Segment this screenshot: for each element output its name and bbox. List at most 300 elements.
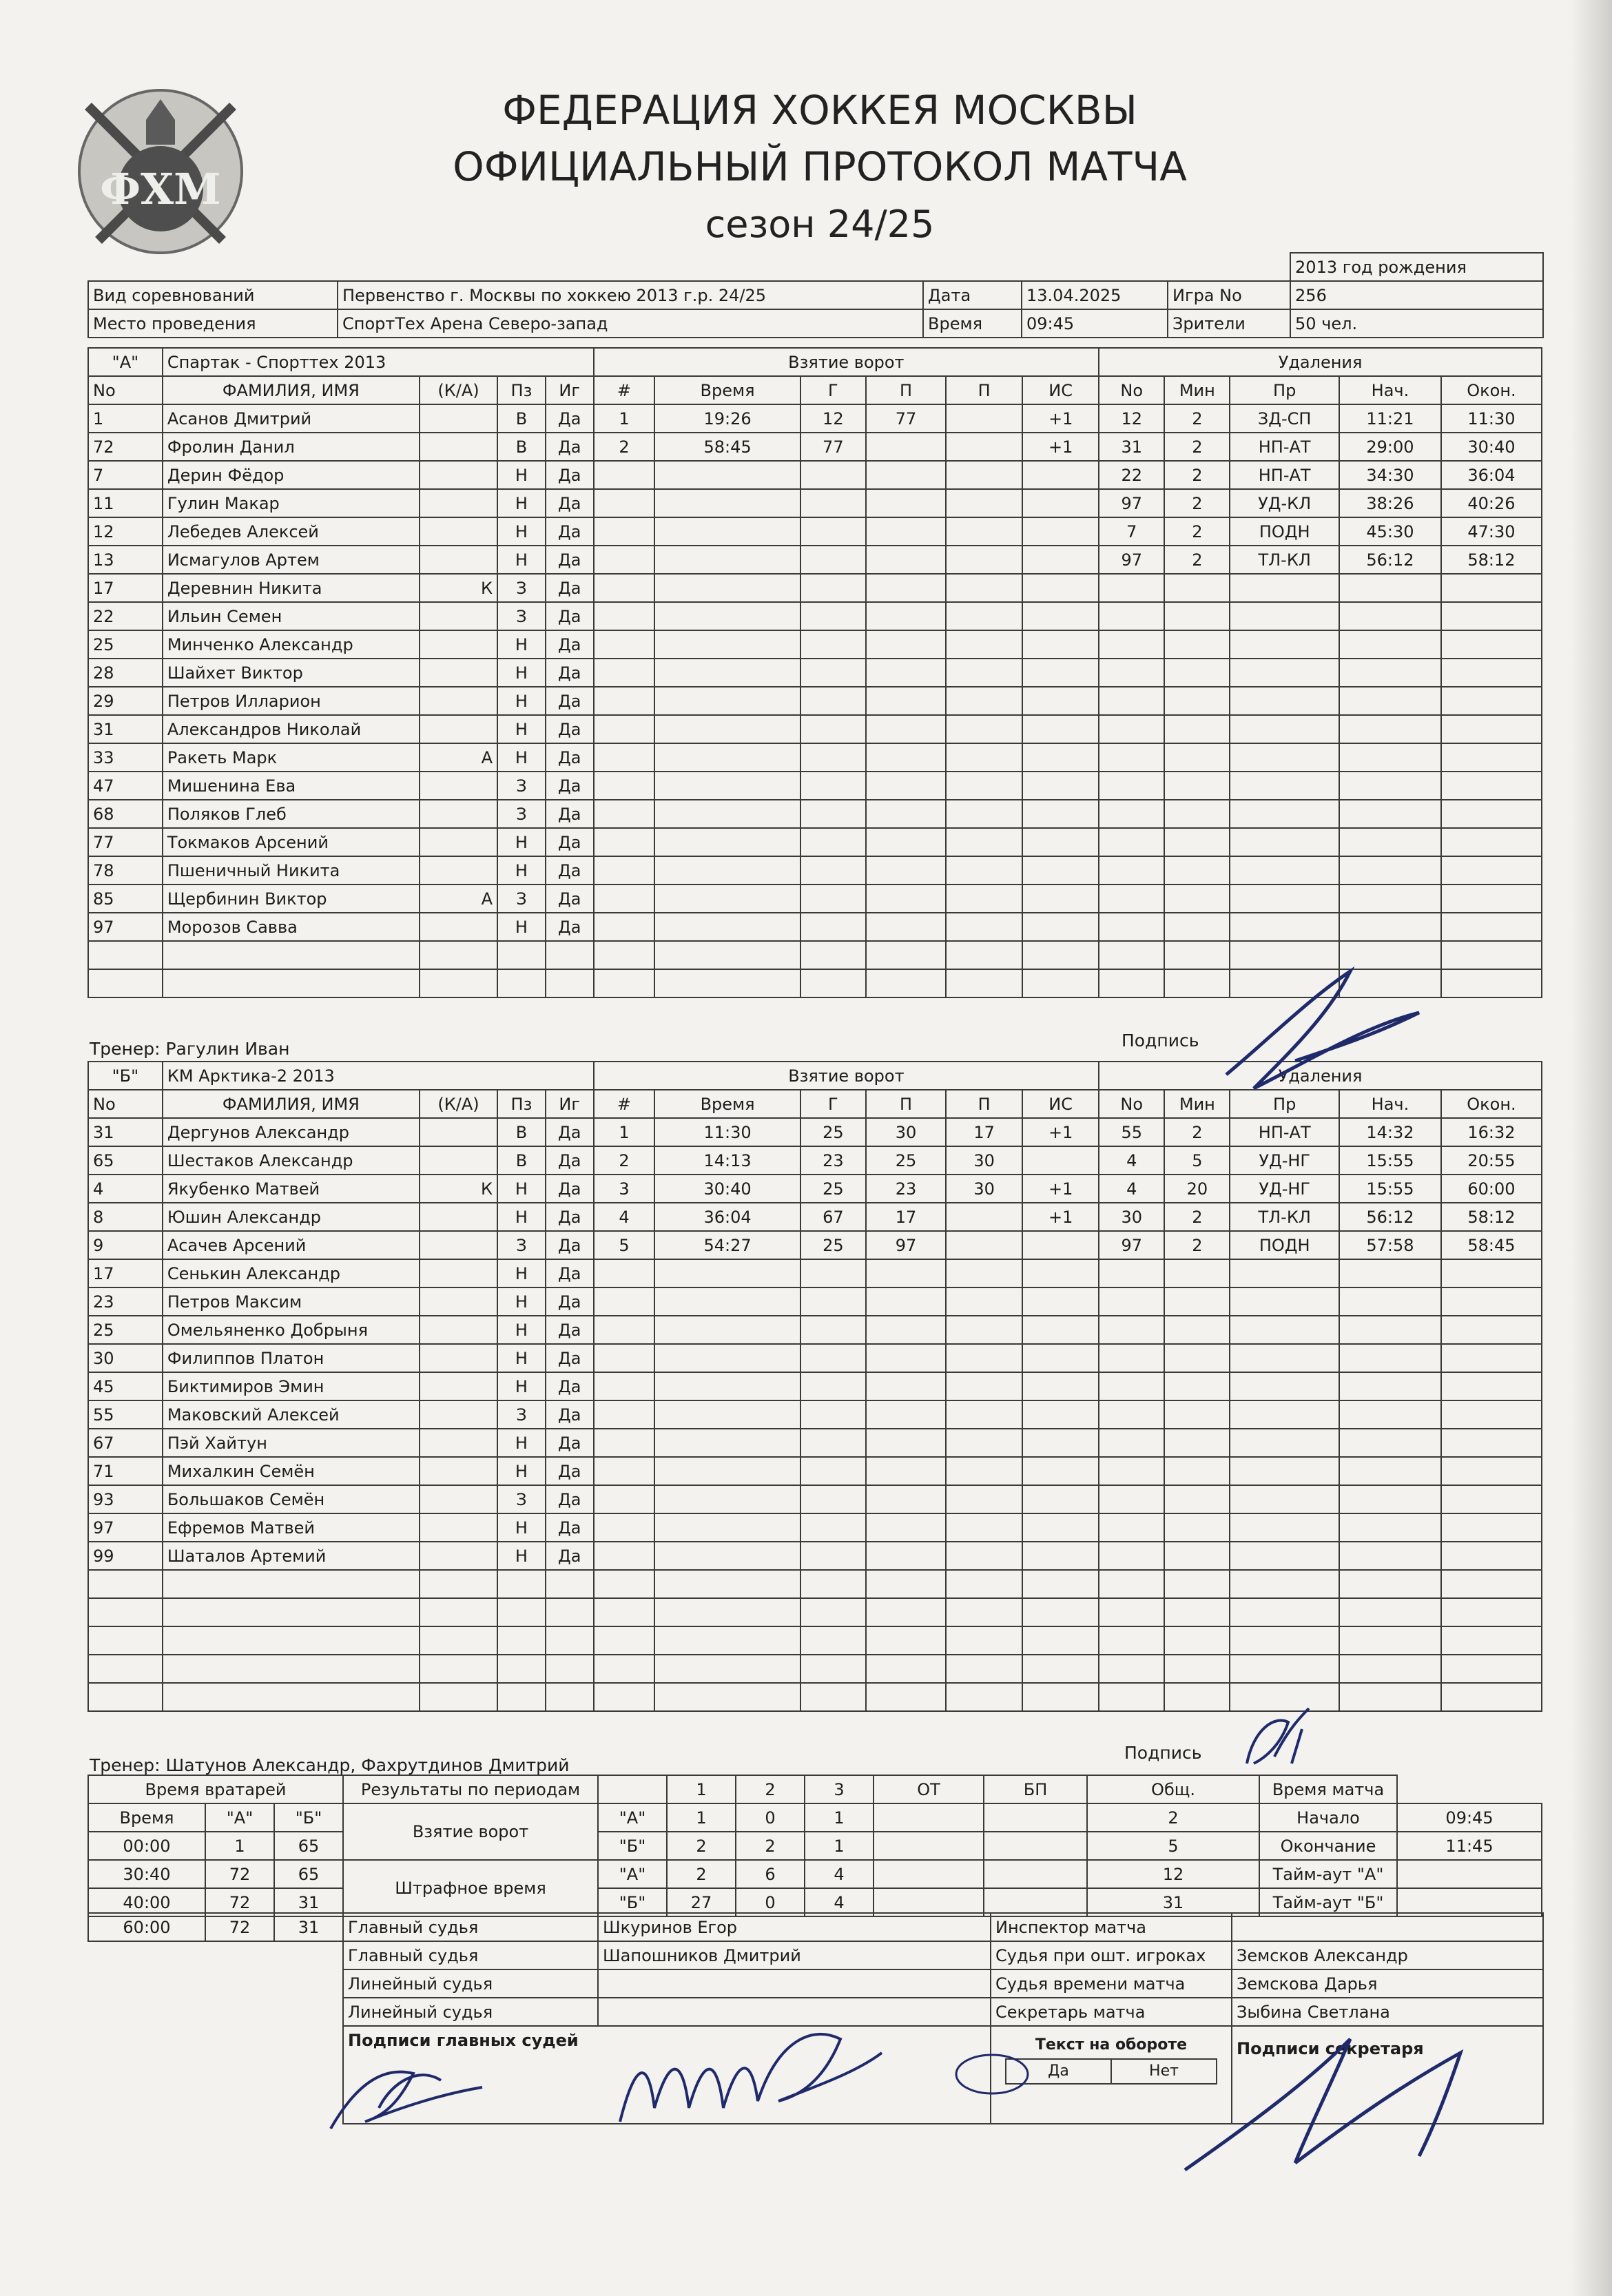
player-role [420,1316,497,1344]
pen-end [1441,659,1542,687]
pen-end [1441,687,1542,715]
pen-end: 40:26 [1441,489,1542,517]
player-position: В [497,433,546,461]
pen-reason: ТЛ-КЛ [1230,546,1339,574]
player-number: 7 [88,461,163,489]
pen-minutes: 2 [1164,433,1230,461]
goal-num [594,687,655,715]
goal-assist-2 [946,885,1022,913]
player-role [420,1118,497,1146]
player-position [497,1626,546,1655]
goal-time: 54:27 [654,1231,800,1259]
goal-assist-2 [946,1598,1022,1626]
player-name: Асачев Арсений [163,1231,420,1259]
table-row [88,630,1542,659]
pen-end [1441,1400,1542,1429]
pim-label: Штрафное время [343,1860,598,1916]
pen-minutes [1164,574,1230,602]
pen-minutes [1164,630,1230,659]
player-position: Н [497,461,546,489]
goal-time [654,1598,800,1626]
player-played [546,1655,594,1683]
goal-assist-1 [866,913,946,941]
goal-strength [1022,856,1099,885]
pen-minutes [1164,885,1230,913]
pen-end [1441,1259,1542,1287]
player-position: Н [497,1344,546,1372]
goal-num [594,1598,655,1626]
col-no: No [88,376,163,404]
player-position: Н [497,856,546,885]
goal-scorer [800,517,866,546]
player-position: В [497,1146,546,1175]
pen-minutes [1164,1598,1230,1626]
player-position: Н [497,630,546,659]
pen-end [1441,1542,1542,1570]
col-no: No [88,1090,163,1118]
time-label: Время [923,309,1022,338]
pen-reason [1230,913,1339,941]
pen-start [1339,743,1441,772]
pen-reason [1230,659,1339,687]
player-name: Фролин Данил [163,433,420,461]
goal-strength: +1 [1022,1118,1099,1146]
goal-assist-1 [866,1655,946,1683]
player-played: Да [546,1259,594,1287]
pen-start: 56:12 [1339,546,1441,574]
goal-strength [1022,1146,1099,1175]
comp-label: Вид соревнований [88,281,338,309]
pen-start [1339,1485,1441,1513]
player-role [420,1457,497,1485]
player-number: 4 [88,1175,163,1203]
goal-assist-1 [866,1485,946,1513]
team-b-tag: "Б" [88,1062,163,1090]
player-played: Да [546,828,594,856]
pen-player: 97 [1099,489,1164,517]
pen-player [1099,800,1164,828]
goal-assist-1 [866,885,946,913]
col-pen-start: Нач. [1339,376,1441,404]
player-played: Да [546,715,594,743]
goal-num [594,517,655,546]
goal-strength [1022,1259,1099,1287]
player-position: Н [497,687,546,715]
goal-assist-2 [946,602,1022,630]
goal-scorer [800,715,866,743]
player-role [420,404,497,433]
goal-assist-1 [866,574,946,602]
timekeeper: Земскова Дарья [1232,1969,1543,1998]
team-b-coach: Тренер: Шатунов Александр, Фахрутдинов Дмитрий [90,1755,570,1775]
table-row [88,772,1542,800]
timeout-a-label: Тайм-аут "А" [1259,1860,1397,1888]
period-total: Общ. [1087,1775,1259,1803]
goal-num [594,546,655,574]
pen-player [1099,715,1164,743]
player-played: Да [546,461,594,489]
birth-year: 2013 год рождения [1290,253,1543,281]
goal-num [594,1570,655,1598]
col-goal-is: ИС [1022,1090,1099,1118]
col-goal-is: ИС [1022,376,1099,404]
pen-player: 4 [1099,1175,1164,1203]
col-name: ФАМИЛИЯ, ИМЯ [163,376,420,404]
pen-start: 15:55 [1339,1175,1441,1203]
pen-minutes [1164,1400,1230,1429]
goal-assist-1: 23 [866,1175,946,1203]
pen-start [1339,1683,1441,1711]
player-number: 31 [88,715,163,743]
goal-time [654,856,800,885]
player-name: Минченко Александр [163,630,420,659]
line-judge-1-label: Линейный судья [343,1969,598,1998]
goals-b-bp [984,1832,1087,1860]
table-row [88,574,1542,602]
pen-player [1099,602,1164,630]
player-name [163,969,420,997]
player-name: Морозов Савва [163,913,420,941]
timeout-b-label: Тайм-аут "Б" [1259,1888,1397,1916]
document-title: ОФИЦИАЛЬНЫЙ ПРОТОКОЛ МАТЧА [453,143,1187,190]
pen-minutes [1164,856,1230,885]
goal-assist-1 [866,1457,946,1485]
pen-start: 38:26 [1339,489,1441,517]
goal-num [594,941,655,969]
secretary: Зыбина Светлана [1232,1998,1543,2026]
pen-start [1339,659,1441,687]
player-number: 78 [88,856,163,885]
goal-time: 14:13 [654,1146,800,1175]
goal-assist-1: 25 [866,1146,946,1175]
goal-time [654,574,800,602]
player-position [497,1570,546,1598]
pen-player [1099,1655,1164,1683]
summary-table [87,1775,1542,1917]
pen-minutes: 20 [1164,1175,1230,1203]
player-played: Да [546,630,594,659]
period-3: 3 [805,1775,874,1803]
pen-player: 7 [1099,517,1164,546]
goal-assist-1: 97 [866,1231,946,1259]
col-pen-end: Окон. [1441,376,1542,404]
goal-assist-2 [946,546,1022,574]
team-a-coach: Тренер: Рагулин Иван [90,1039,290,1059]
gk-row-b: 65 [274,1860,343,1888]
goal-num: 3 [594,1175,655,1203]
fhm-logo-icon [74,85,247,258]
pen-start [1339,687,1441,715]
match-start-label: Начало [1259,1803,1397,1832]
col-pz: Пз [497,1090,546,1118]
spectators-value: 50 чел. [1290,309,1543,338]
goal-scorer [800,687,866,715]
pen-reason [1230,1626,1339,1655]
col-goal-p2: П [946,376,1022,404]
goal-scorer [800,574,866,602]
player-played: Да [546,659,594,687]
player-role [420,941,497,969]
goal-assist-1: 30 [866,1118,946,1146]
goal-time [654,489,800,517]
goal-time [654,1457,800,1485]
goal-scorer [800,969,866,997]
goal-time: 30:40 [654,1175,800,1203]
goal-num: 1 [594,404,655,433]
player-position: Н [497,715,546,743]
goal-num [594,659,655,687]
goal-time [654,1683,800,1711]
back-text-yes: Да [1006,2060,1112,2083]
gk-col-a: "А" [205,1803,274,1832]
player-name: Ракеть Марк [163,743,420,772]
goal-num [594,715,655,743]
gk-row-a: 72 [205,1913,274,1941]
player-played: Да [546,489,594,517]
goal-assist-2 [946,1655,1022,1683]
col-pen-min: Мин [1164,376,1230,404]
goal-time [654,828,800,856]
spectators-label: Зрители [1168,309,1290,338]
inspector-label: Инспектор матча [991,1913,1232,1941]
goal-num [594,1683,655,1711]
player-played: Да [546,546,594,574]
player-played: Да [546,1429,594,1457]
pen-start [1339,1513,1441,1542]
table-row [88,433,1542,461]
period-2: 2 [736,1775,805,1803]
pim-a-ot [874,1860,984,1888]
player-name: Деревнин Никита [163,574,420,602]
pen-reason [1230,1316,1339,1344]
col-pen-pr: Пр [1230,376,1339,404]
goal-assist-1 [866,1626,946,1655]
goal-scorer [800,1513,866,1542]
goal-num [594,913,655,941]
goal-scorer: 25 [800,1231,866,1259]
col-pen-pr: Пр [1230,1090,1339,1118]
pen-reason [1230,630,1339,659]
head-ref-2: Шапошников Дмитрий [598,1941,991,1969]
player-name: Большаков Семён [163,1485,420,1513]
table-row [88,1655,1542,1683]
player-role [420,630,497,659]
goal-num [594,1316,655,1344]
goal-num [594,1542,655,1570]
player-position: З [497,772,546,800]
goal-time [654,1372,800,1400]
goal-num [594,1429,655,1457]
table-row [88,1542,1542,1570]
pen-end [1441,743,1542,772]
player-number: 68 [88,800,163,828]
goal-num [594,1626,655,1655]
table-row [88,489,1542,517]
goal-scorer [800,1287,866,1316]
pen-minutes: 2 [1164,404,1230,433]
goal-assist-2 [946,1485,1022,1513]
goal-scorer [800,1485,866,1513]
player-number: 31 [88,1118,163,1146]
goals-label: Взятие ворот [343,1803,598,1860]
pen-reason [1230,715,1339,743]
goal-assist-1 [866,1287,946,1316]
goal-assist-2 [946,1542,1022,1570]
pen-minutes [1164,1655,1230,1683]
pen-end: 58:12 [1441,546,1542,574]
goal-scorer: 25 [800,1175,866,1203]
pen-player [1099,941,1164,969]
goal-assist-1 [866,800,946,828]
goal-num [594,1287,655,1316]
line-judge-2-label: Линейный судья [343,1998,598,2026]
player-position: Н [497,743,546,772]
pen-reason [1230,687,1339,715]
pen-start [1339,772,1441,800]
player-role [420,828,497,856]
player-position: Н [497,1372,546,1400]
pen-end [1441,1598,1542,1626]
col-goal-p2: П [946,1090,1022,1118]
pen-start [1339,1542,1441,1570]
player-name: Ильин Семен [163,602,420,630]
goal-strength [1022,1287,1099,1316]
player-name: Юшин Александр [163,1203,420,1231]
goal-time: 36:04 [654,1203,800,1231]
col-ka: (К/А) [420,376,497,404]
pen-end [1441,800,1542,828]
col-goal-p1: П [866,1090,946,1118]
player-name: Петров Максим [163,1287,420,1316]
pen-end [1441,1316,1542,1344]
table-row [88,602,1542,630]
pen-reason [1230,885,1339,913]
goal-time [654,602,800,630]
goal-scorer [800,1457,866,1485]
pim-a-p1: 2 [667,1860,736,1888]
pen-end [1441,828,1542,856]
period-bp: БП [984,1775,1087,1803]
goal-assist-1 [866,546,946,574]
goal-assist-2 [946,772,1022,800]
goal-scorer: 25 [800,1118,866,1146]
pen-player [1099,1429,1164,1457]
player-played: Да [546,1344,594,1372]
pen-player [1099,1400,1164,1429]
player-name: Шаталов Артемий [163,1542,420,1570]
goal-assist-1: 77 [866,404,946,433]
pen-player [1099,659,1164,687]
pen-start: 29:00 [1339,433,1441,461]
goals-a-bp [984,1803,1087,1832]
table-row [88,856,1542,885]
pen-reason: ЗД-СП [1230,404,1339,433]
player-name: Сенькин Александр [163,1259,420,1287]
goal-time [654,1485,800,1513]
player-position: Н [497,913,546,941]
goal-strength [1022,1626,1099,1655]
pen-minutes: 2 [1164,517,1230,546]
pim-a-p3: 4 [805,1860,874,1888]
goal-time [654,1344,800,1372]
team-a-name: Спартак - Спорттех 2013 [163,348,594,376]
player-role [420,1513,497,1542]
pim-team-b: "Б" [598,1888,667,1916]
player-name: Филиппов Платон [163,1344,420,1372]
col-ig: Иг [546,1090,594,1118]
pen-end [1441,630,1542,659]
player-played: Да [546,1513,594,1542]
player-name [163,1683,420,1711]
player-role [420,517,497,546]
goal-time [654,546,800,574]
goal-strength [1022,1372,1099,1400]
player-position: Н [497,828,546,856]
pen-start [1339,630,1441,659]
pen-reason: ТЛ-КЛ [1230,1203,1339,1231]
goal-strength: +1 [1022,433,1099,461]
player-played: Да [546,1400,594,1429]
table-row [88,800,1542,828]
pen-start [1339,800,1441,828]
period-ot: ОТ [874,1775,984,1803]
goal-assist-1 [866,1683,946,1711]
goal-scorer [800,1400,866,1429]
pen-player [1099,828,1164,856]
goal-assist-1 [866,1429,946,1457]
pen-reason [1230,1513,1339,1542]
pen-start [1339,1316,1441,1344]
table-row [88,1316,1542,1344]
goal-strength [1022,828,1099,856]
goal-num [594,800,655,828]
goal-strength [1022,687,1099,715]
goal-num: 1 [594,1118,655,1146]
player-name [163,1570,420,1598]
pen-player [1099,1287,1164,1316]
player-number: 30 [88,1344,163,1372]
goal-scorer [800,1316,866,1344]
head-ref-1-signature [317,2039,496,2142]
goal-strength [1022,1231,1099,1259]
table-row [88,461,1542,489]
goal-scorer [800,856,866,885]
col-goal-num: # [594,376,655,404]
player-name: Мишенина Ева [163,772,420,800]
goal-time [654,743,800,772]
player-number: 93 [88,1485,163,1513]
pen-reason [1230,1485,1339,1513]
player-played: Да [546,1542,594,1570]
player-name: Гулин Макар [163,489,420,517]
table-row [88,1513,1542,1542]
head-ref-1-label: Главный судья [343,1913,598,1941]
goal-assist-2 [946,687,1022,715]
pen-minutes [1164,1316,1230,1344]
player-position: Н [497,489,546,517]
pen-end [1441,941,1542,969]
player-played: Да [546,1203,594,1231]
player-position: Н [497,1429,546,1457]
table-row [88,1598,1542,1626]
player-name: Токмаков Арсений [163,828,420,856]
player-number: 17 [88,1259,163,1287]
goal-num [594,1372,655,1400]
gk-col-time: Время [88,1803,205,1832]
goal-assist-2 [946,743,1022,772]
pen-minutes [1164,1429,1230,1457]
pen-minutes [1164,687,1230,715]
